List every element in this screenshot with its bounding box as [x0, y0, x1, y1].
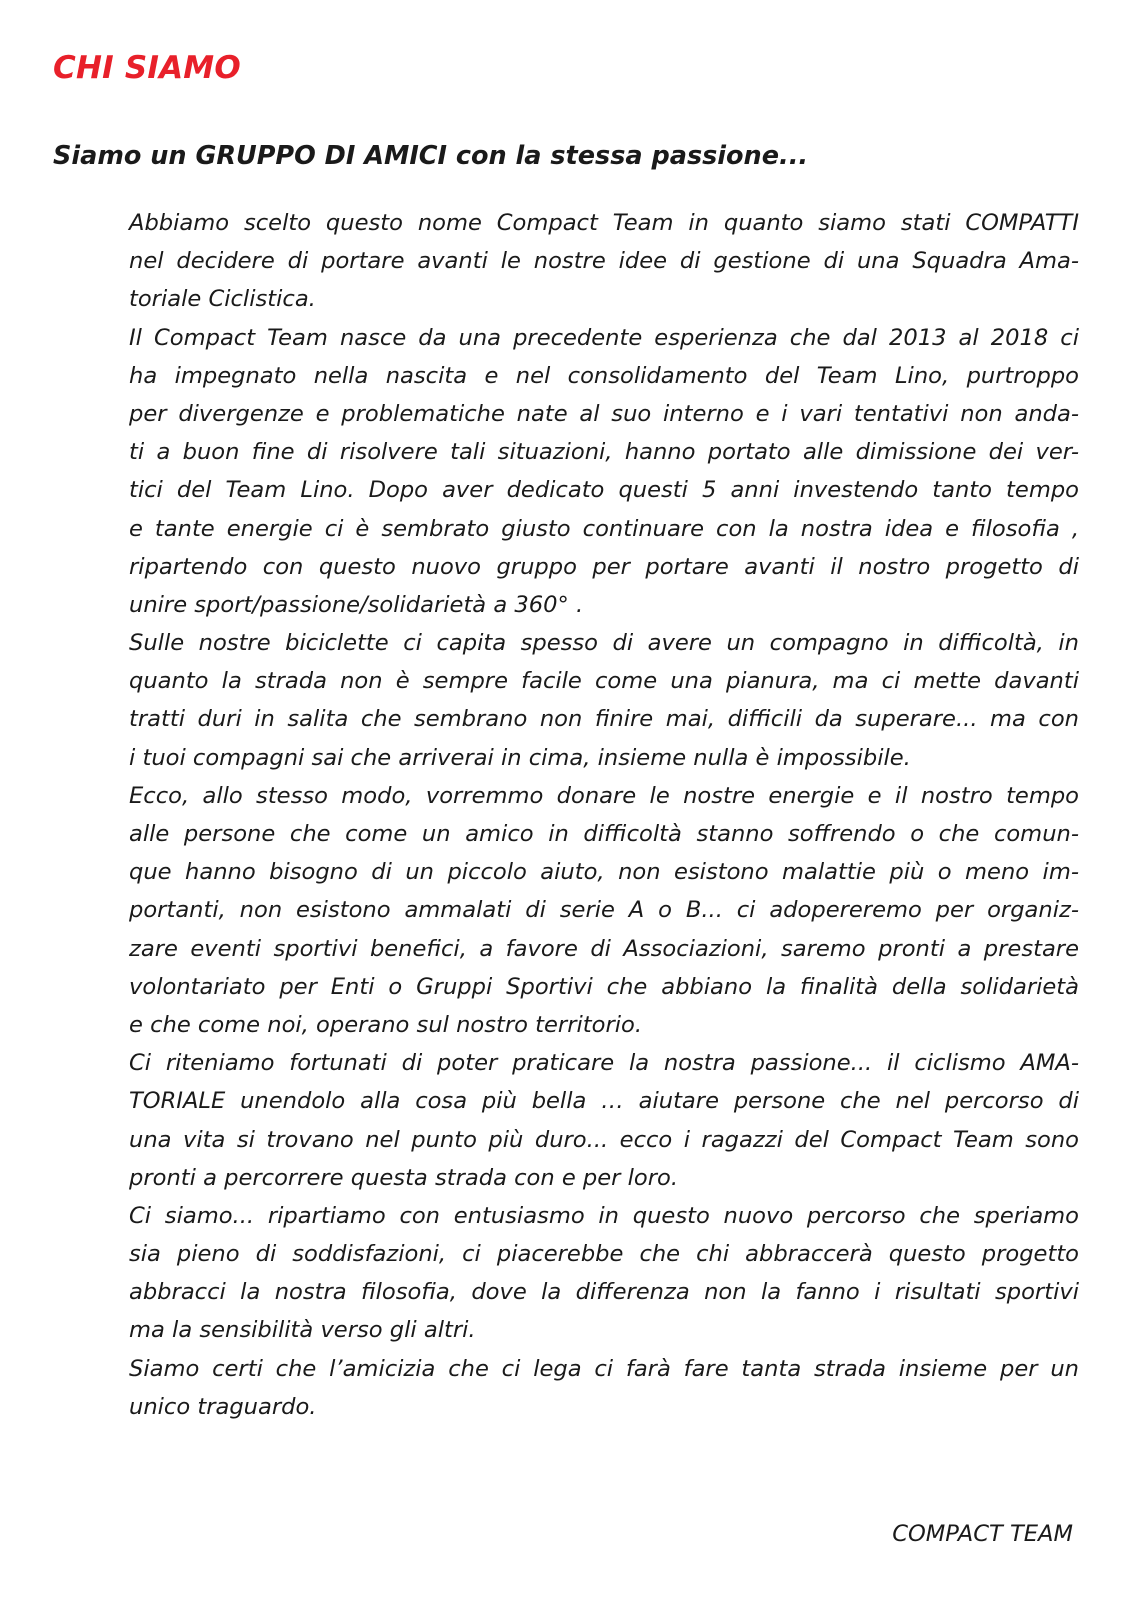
text-line: e tante energie ci è sembrato giusto continuare con la nostra idea e filosofia , [129, 515, 1079, 542]
text-line: Ecco, allo stesso modo, vorremmo donare le nostre energie e il nostro tempo [129, 782, 1079, 809]
text-line: i tuoi compagni sai che arriverai in cima, insieme nulla è impossibile. [129, 744, 911, 771]
text-line: tici del Team Lino. Dopo aver dedicato questi 5 anni investendo tanto tempo [129, 477, 1079, 504]
text-line: per divergenze e problematiche nate al suo interno e i vari tentativi non anda- [129, 400, 1079, 427]
text-line: Siamo certi che l’amicizia che ci lega ci farà fare tanta strada insieme per un [129, 1355, 1079, 1382]
text-line: pronti a percorrere questa strada con e per loro. [129, 1164, 679, 1191]
text-line: abbracci la nostra filosofia, dove la differenza non la fanno i risultati sportivi [129, 1279, 1079, 1306]
page-subtitle: Siamo un GRUPPO DI AMICI con la stessa passione... [53, 141, 809, 171]
text-line: volontariato per Enti o Gruppi Sportivi che abbiano la finalità della solidarietà [129, 973, 1079, 1000]
text-line: TORIALE unendolo alla cosa più bella … aiutare persone che nel percorso di [129, 1088, 1079, 1115]
page-title: CHI SIAMO [53, 50, 241, 86]
text-line: Ci siamo... ripartiamo con entusiasmo in questo nuovo percorso che speriamo [129, 1202, 1079, 1229]
text-line: e che come noi, operano sul nostro territorio. [129, 1011, 643, 1038]
body-text [129, 204, 1079, 1426]
text-line: ha impegnato nella nascita e nel consolidamento del Team Lino, purtroppo [129, 362, 1079, 389]
text-line: toriale Ciclistica. [129, 286, 316, 313]
text-line: que hanno bisogno di un piccolo aiuto, non esistono malattie più o meno im- [129, 859, 1079, 886]
text-line: zare eventi sportivi benefici, a favore di Associazioni, saremo pronti a prestare [129, 935, 1079, 962]
text-line: sia pieno di soddisfazioni, ci piacerebbe che chi abbraccerà questo progetto [129, 1241, 1079, 1268]
text-line: Ci riteniamo fortunati di poter praticare la nostra passione... il ciclismo AMA- [129, 1050, 1079, 1077]
text-line: ma la sensibilità verso gli altri. [129, 1317, 476, 1344]
text-line: nel decidere di portare avanti le nostre idee di gestione di una Squadra Ama- [129, 248, 1079, 275]
signature: COMPACT TEAM [892, 1521, 1073, 1547]
text-line: Abbiamo scelto questo nome Compact Team in quanto siamo stati COMPATTI [129, 210, 1079, 236]
text-line: quanto la strada non è sempre facile come una pianura, ma ci mette davanti [129, 668, 1079, 695]
text-line: una vita si trovano nel punto più duro... ecco i ragazzi del Compact Team sono [129, 1126, 1079, 1153]
text-line: Sulle nostre biciclette ci capita spesso di avere un compagno in difficoltà, in [129, 630, 1079, 657]
text-line: Il Compact Team nasce da una precedente esperienza che dal 2013 al 2018 ci [129, 324, 1079, 351]
text-line: unire sport/passione/solidarietà a 360° . [129, 591, 584, 618]
text-line: unico traguardo. [129, 1393, 317, 1420]
text-line: ti a buon fine di risolvere tali situazioni, hanno portato alle dimissione dei ver- [129, 439, 1079, 466]
text-line: alle persone che come un amico in difficoltà stanno soffrendo o che comun- [129, 821, 1079, 847]
text-line: tratti duri in salita che sembrano non finire mai, difficili da superare... ma con [129, 706, 1079, 733]
text-line: ripartendo con questo nuovo gruppo per portare avanti il nostro progetto di [129, 553, 1079, 580]
text-line: portanti, non esistono ammalati di serie A o B... ci adopereremo per organiz- [129, 897, 1079, 924]
